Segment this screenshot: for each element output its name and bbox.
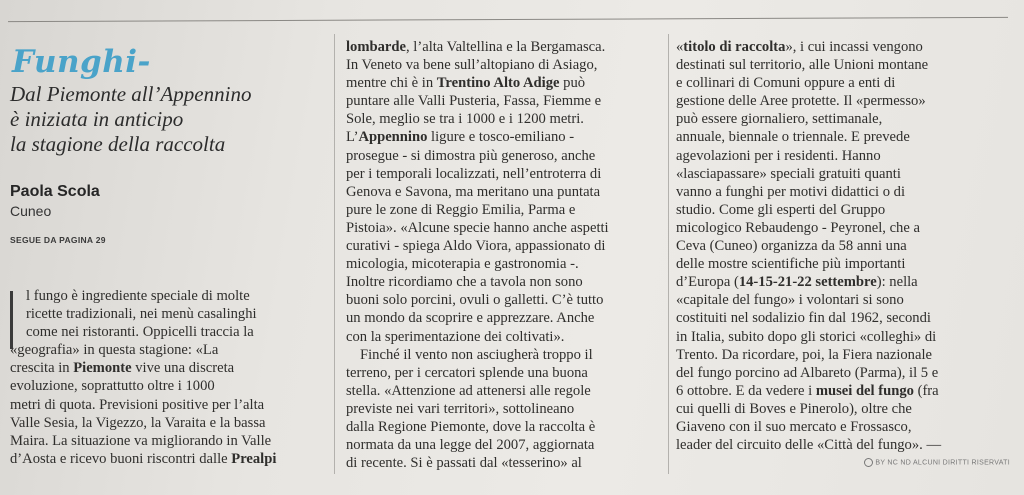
text-line: con la sperimentazione dei coltivati». [346,328,565,345]
text-line: «lasciapassare» speciali gratuiti quanti [676,165,901,182]
top-rule [8,17,1008,22]
text-line: Finché il vento non asciugherà troppo il [360,346,593,363]
text-line: può essere giornaliero, settimanale, [676,111,883,128]
text-line: Ceva (Cuneo) organizza da 58 anni una [676,238,907,255]
subheadline-line: la stagione della raccolta [10,132,226,156]
text-line: dalla Regione Piemonte, dove la raccolta è [346,418,596,435]
text-line: buoni solo porcini, ovuli o galletti. C’è tutto [346,292,604,309]
body-column-1 [10,287,315,468]
text-line: «geografia» in questa stagione: «La [10,342,219,359]
text-line: per i temporali localizzati, nell’entroterra di [346,165,602,182]
text-line: destinati sul territorio, alle Unioni montane [676,57,929,74]
text-line: Trento. Da ricordare, poi, la Fiera nazionale [676,346,932,363]
text-line: curativi - spiega Aldo Viora, appassionato di [346,238,606,255]
body-column-3 [676,38,1008,454]
article-header [10,38,322,245]
text-line: pure le zone di Reggio Emilia, Parma e [346,201,576,218]
body-column-2 [346,38,664,472]
copyright-icon [864,458,873,467]
text-line: annuale, biennale o triennale. E prevede [676,129,910,146]
copyright-text: BY NC ND ALCUNI DIRITTI RISERVATI [875,459,1010,467]
text-line: lombarde, l’alta Valtellina e la Bergamasca. [346,39,606,55]
text-line: micologico Rebaudengo - Peyronel, che a [676,219,920,236]
text-line: del fungo porcino ad Albareto (Parma), il 5 e [676,364,939,381]
text-line: evoluzione, soprattutto oltre i 1000 [10,378,215,395]
text-line: «capitale del fungo» i volontari si sono [676,292,904,309]
text-line: 6 ottobre. E da vedere i musei del fungo (fra [676,382,939,399]
text-line: l fungo è ingrediente speciale di molte [26,288,250,304]
text-line: d’Europa (14-15-21-22 settembre): nella [676,274,918,291]
text-line: di recente. Si è passati dal «tesserino» al [346,455,582,472]
text-line: In Veneto va bene sull’altopiano di Asiago, [346,57,598,74]
author-name: Paola Scola [10,183,100,200]
text-line: gestione delle Aree protette. Il «permesso» [676,93,926,110]
subheadline [10,82,322,157]
text-line: Maira. La situazione va migliorando in Valle [10,432,272,449]
text-line: delle mostre scientifiche più importanti [676,256,906,273]
text-line: terreno, per i cercatori splende una buona [346,364,588,381]
text-line: normata da una legge del 2007, aggiornata [346,437,595,454]
continued-from-label: SEGUE DA PAGINA 29 [10,235,106,245]
copyright-notice [864,458,1010,467]
text-line: prosegue - si dimostra più generoso, anche [346,147,596,164]
text-line: puntare alle Valli Pusteria, Fassa, Fiemme e [346,93,602,110]
subheadline-line: è iniziata in anticipo [10,107,184,131]
text-line: Inoltre ricordiamo che a tavola non sono [346,274,583,291]
text-line: metri di quota. Previsioni positive per l’alta [10,396,265,413]
text-line: Genova e Savona, ma meritano una puntata [346,183,601,200]
text-line: L’Appennino ligure e tosco-emiliano - [346,129,575,146]
text-line: previste nei vari territori», sottolineano [346,400,575,417]
text-line: costituiti nel sodalizio fin dal 1962, secondi [676,310,931,327]
text-line: cui quelli di Boves e Pinerolo), oltre che [676,400,912,417]
text-line: agevolazioni per i residenti. Hanno [676,147,881,164]
text-line: «titolo di raccolta», i cui incassi vengono [676,39,923,55]
text-line: leader del circuito delle «Città del fungo». — [676,437,942,454]
text-line: ricette tradizionali, nei menù casalinghi [26,306,257,323]
text-line: mentre chi è in Trentino Alto Adige può [346,75,586,92]
text-line: Giaveno con il suo mercato e Frossasco, [676,418,912,435]
text-line: un mondo da scoprire e apprezzare. Anche [346,310,595,327]
text-line: Valle Sesia, la Vigezzo, la Varaita e la bassa [10,414,266,431]
dateline-city: Cuneo [10,203,52,219]
text-line: e collinari di Comuni oppure a enti di [676,75,896,92]
text-line: vanno a funghi per motivi didattici o di [676,183,905,200]
subheadline-line: Dal Piemonte all’Appennino [10,82,252,106]
text-line: crescita in Piemonte vive una discreta [10,360,235,377]
text-line: studio. Come gli esperti del Gruppo [676,201,886,218]
text-line: d’Aosta e ricevo buoni riscontri dalle Prealpi [10,450,277,467]
headline: Funghi- [12,44,151,80]
text-line: come nei ristoranti. Oppicelli traccia la [26,324,254,341]
column-divider [334,34,335,474]
text-line: Pistoia». «Alcune specie hanno anche aspetti [346,219,609,236]
text-line: in Italia, subito dopo gli storici «colleghi» di [676,328,937,345]
text-line: Sole, meglio se tra i 1000 e i 1200 metri. [346,111,584,128]
column-divider [668,34,669,474]
text-line: stella. «Attenzione ad attenersi alle regole [346,382,591,399]
text-line: micologia, micoterapia e gastronomia -. [346,256,579,273]
